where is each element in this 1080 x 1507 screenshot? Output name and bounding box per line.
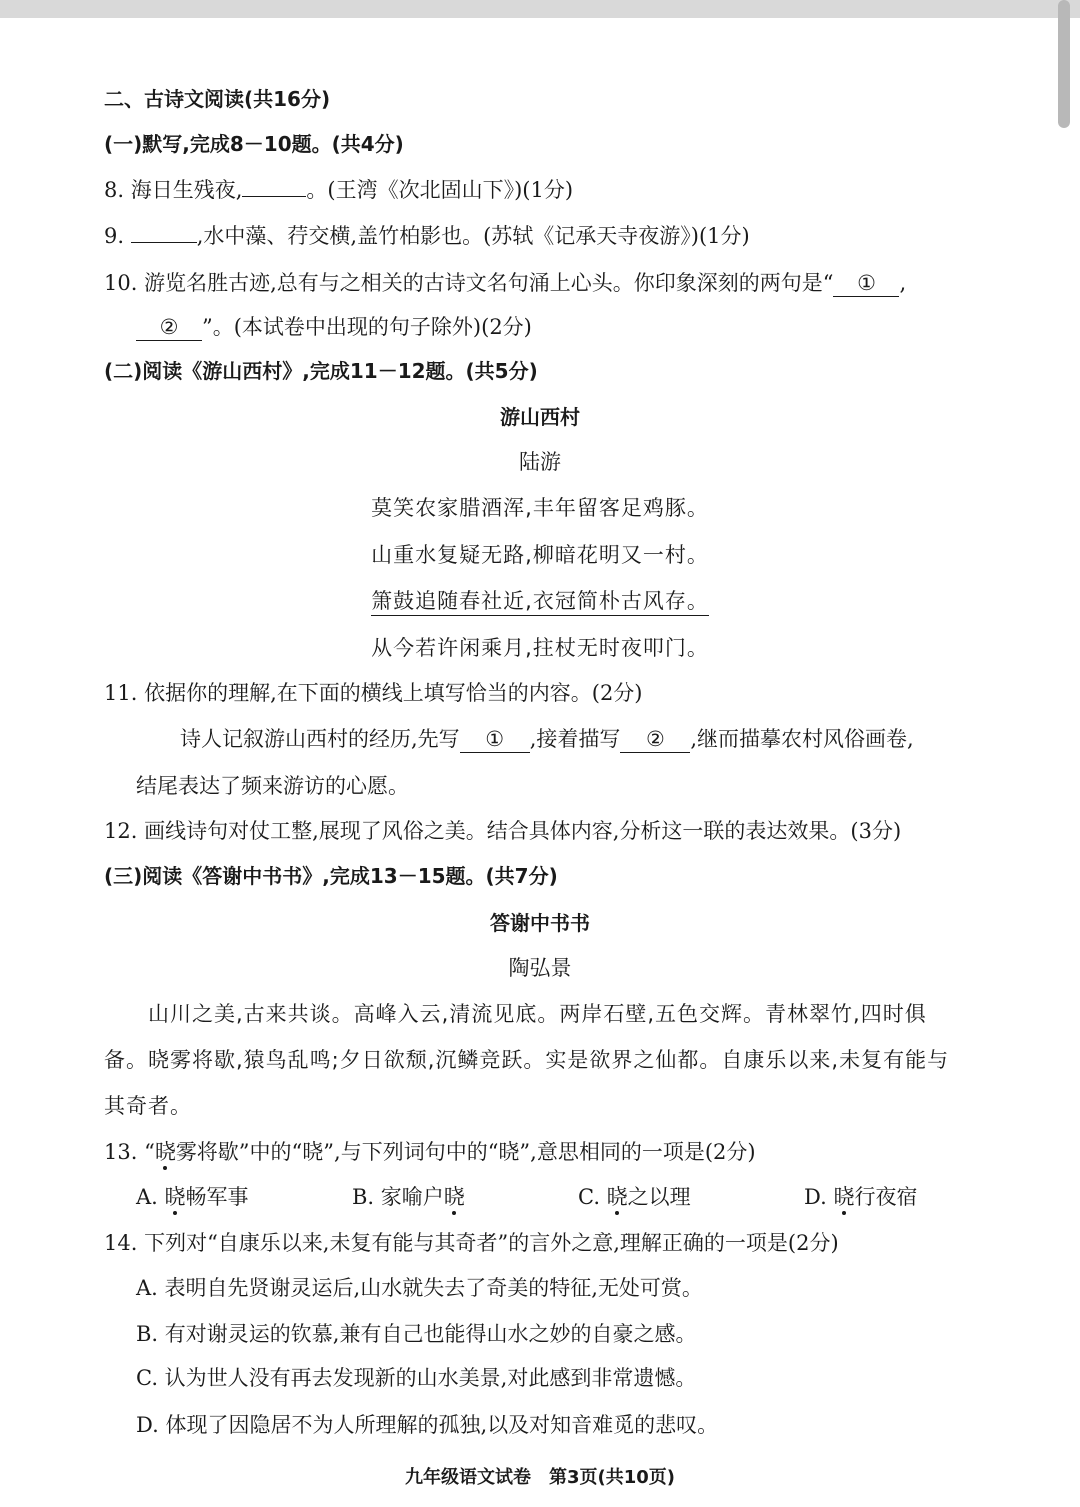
- poem-author: 陆游: [519, 450, 561, 474]
- question-12: 12. 画线诗句对仗工整,展现了风俗之美。结合具体内容,分析这一联的表达效果。(3分): [104, 819, 902, 843]
- option-text: 之以理: [627, 1185, 691, 1209]
- q13-number: 13. “: [104, 1140, 155, 1164]
- q9-number: 9.: [104, 224, 125, 248]
- part2-header: (二)阅读《游山西村》,完成11－12题。(共5分): [104, 359, 538, 383]
- top-bar: [0, 0, 1080, 18]
- q14-option-b[interactable]: B. 有对谢灵运的钦慕,兼有自己也能得山水之妙的自豪之感。: [136, 1322, 697, 1346]
- q10-note: ”。(本试卷中出现的句子除外)(2分): [202, 315, 532, 339]
- option-text: 行夜宿: [854, 1185, 918, 1209]
- q10-text: 10. 游览名胜古迹,总有与之相关的古诗文名句涌上心头。你印象深刻的两句是“: [104, 271, 834, 295]
- question-11-fill-line: [180, 724, 914, 754]
- q11-blank-2[interactable]: ②: [620, 726, 690, 753]
- prose-author: 陶弘景: [508, 956, 572, 980]
- underlined-couplet: 箫鼓追随春社近,衣冠简朴古风存。: [371, 589, 709, 616]
- dotted-char: 晓: [833, 1185, 855, 1209]
- prose-line-3: 其奇者。: [104, 1094, 192, 1118]
- option-letter: D.: [804, 1185, 834, 1209]
- q10-blank-2[interactable]: ②: [136, 314, 202, 341]
- question-10-line2: [136, 312, 532, 342]
- question-9: [104, 221, 750, 251]
- scrollbar-thumb[interactable]: [1058, 0, 1070, 128]
- q10-blank-1[interactable]: ①: [833, 270, 899, 297]
- poem-line-3-underlined: [0, 586, 1080, 616]
- dotted-char: 晓: [443, 1185, 465, 1209]
- q11-text-c: ,继而描摹农村风俗画卷,: [690, 727, 914, 751]
- q8-source: 。(王湾《次北固山下》)(1分): [306, 178, 574, 202]
- part1-header: (一)默写,完成8－10题。(共4分): [104, 132, 404, 156]
- poem-title: 游山西村: [500, 405, 580, 429]
- poem-line-4: 从今若许闲乘月,拄杖无时夜叩门。: [371, 636, 709, 660]
- poem-line-1: 莫笑农家腊酒浑,丰年留客足鸡豚。: [371, 496, 709, 520]
- q9-blank[interactable]: [131, 242, 197, 243]
- q14-option-a[interactable]: A. 表明自先贤谢灵运后,山水就失去了奇美的特征,无处可赏。: [136, 1276, 703, 1300]
- q13-option-b[interactable]: [352, 1182, 465, 1212]
- question-8: [104, 175, 573, 205]
- question-11: 11. 依据你的理解,在下面的横线上填写恰当的内容。(2分): [104, 681, 643, 705]
- q9-text: ,水中藻、荇交横,盖竹柏影也。(苏轼《记承天寺夜游》)(1分): [196, 224, 750, 248]
- question-13: [104, 1137, 756, 1167]
- q10-comma: ,: [899, 271, 907, 295]
- q13-option-d[interactable]: [804, 1182, 917, 1212]
- q11-text-a: 诗人记叙游山西村的经历,先写: [180, 727, 460, 751]
- poem-line-2: 山重水复疑无路,柳暗花明又一村。: [371, 543, 709, 567]
- q8-text: 8. 海日生残夜,: [104, 178, 243, 202]
- option-text: 畅军事: [185, 1185, 249, 1209]
- option-text: 家喻户: [380, 1185, 444, 1209]
- option-letter: B.: [352, 1185, 381, 1209]
- q11-text-b: ,接着描写: [529, 727, 621, 751]
- q8-blank[interactable]: [242, 196, 306, 197]
- section-title: 二、古诗文阅读(共16分): [104, 87, 331, 111]
- dotted-char: 晓: [164, 1185, 186, 1209]
- prose-line-1: 山川之美,古来共谈。高峰入云,清流见底。两岸石壁,五色交辉。青林翠竹,四时俱: [148, 1002, 927, 1026]
- option-letter: C.: [578, 1185, 607, 1209]
- option-letter: A.: [136, 1185, 165, 1209]
- q13-option-a[interactable]: [136, 1182, 249, 1212]
- question-10-line1: [104, 268, 906, 298]
- prose-line-2: 备。晓雾将歇,猿鸟乱鸣;夕日欲颓,沉鳞竞跃。实是欲界之仙都。自康乐以来,未复有能与: [104, 1048, 950, 1072]
- q11-blank-1[interactable]: ①: [460, 726, 530, 753]
- page-footer: 九年级语文试卷 第3页(共10页): [404, 1467, 676, 1488]
- question-11-line2: 结尾表达了频来游访的心愿。: [136, 774, 409, 798]
- question-14: 14. 下列对“自康乐以来,未复有能与其奇者”的言外之意,理解正确的一项是(2分): [104, 1231, 839, 1255]
- q13-dotted-char: 晓: [154, 1140, 176, 1164]
- q13-text: 雾将歇”中的“晓”,与下列词句中的“晓”,意思相同的一项是(2分): [175, 1140, 756, 1164]
- part3-header: (三)阅读《答谢中书书》,完成13－15题。(共7分): [104, 864, 558, 888]
- q14-option-c[interactable]: C. 认为世人没有再去发现新的山水美景,对此感到非常遗憾。: [136, 1366, 697, 1390]
- dotted-char: 晓: [606, 1185, 628, 1209]
- q14-option-d[interactable]: D. 体现了因隐居不为人所理解的孤独,以及对知音难觅的悲叹。: [136, 1413, 719, 1437]
- q13-option-c[interactable]: [578, 1182, 691, 1212]
- prose-title: 答谢中书书: [490, 911, 590, 935]
